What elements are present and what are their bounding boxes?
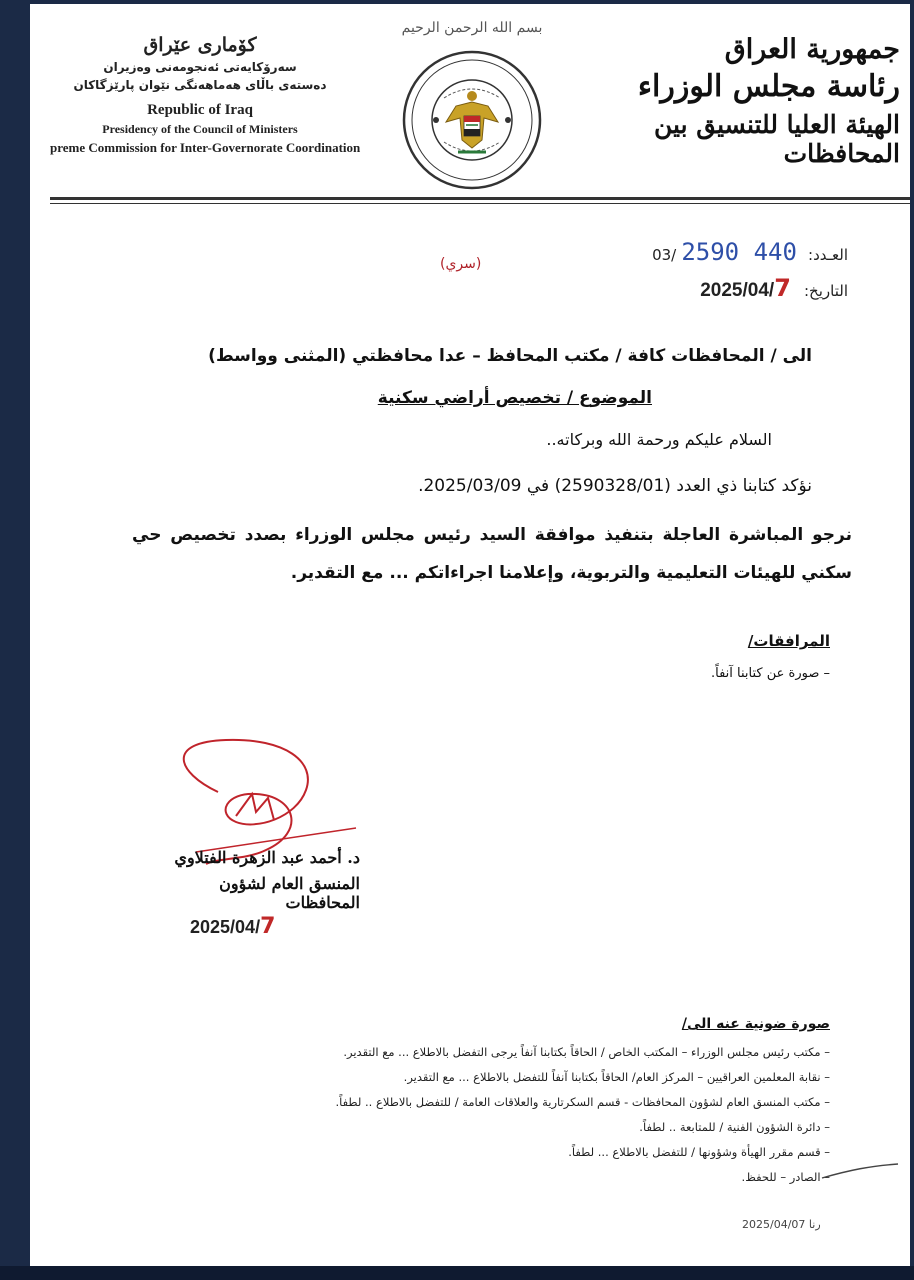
classification-stamp: (سري) bbox=[440, 256, 482, 272]
signature-date-day: 7 bbox=[260, 914, 276, 939]
arabic-line-2: رئاسة مجلس الوزراء bbox=[637, 69, 900, 104]
request-paragraph: نرجو المباشرة العاجلة بتنفيذ موافقة السيد رئيس مجلس الوزراء بصدد تخصيص حي سكني للهيئات التعليمية والتربوية، وإعلامنا اجراءاتكم ... مع التقدير. bbox=[132, 525, 852, 583]
document-page bbox=[30, 4, 910, 1268]
greeting: السلام عليكم ورحمة الله وبركاته.. bbox=[546, 430, 772, 449]
kurdish-line-1: سەرۆکایەتی ئەنجومەنی وەزیران bbox=[103, 60, 297, 74]
header-rule bbox=[50, 197, 910, 200]
cc-item: – قسم مقرر الهيأة وشؤونها / للتفضل بالاطلاع ... لطفاً. bbox=[568, 1145, 830, 1159]
kurdish-title: كۆماری عێراق bbox=[143, 34, 257, 56]
signatory-title: المنسق العام لشؤون المحافظات bbox=[219, 874, 360, 912]
basmala: بسم الله الرحمن الرحيم bbox=[401, 20, 543, 36]
attachments-label: المرافقات/ bbox=[747, 632, 830, 650]
footer-note: رنا 2025/04/07 bbox=[742, 1218, 821, 1231]
cc-heading: صورة ضونية عنه الى/ bbox=[681, 1016, 830, 1032]
pen-stroke-icon bbox=[820, 1162, 900, 1182]
cc-list bbox=[180, 1040, 830, 1190]
date-day: 7 bbox=[774, 274, 791, 302]
cc-item: – دائرة الشؤون الفنية / للمتابعة .. لطفاً. bbox=[639, 1120, 830, 1134]
state-seal-icon bbox=[400, 48, 544, 192]
signatory-name: د. أحمد عبد الزهرة الفتلاوي bbox=[174, 848, 360, 867]
signature-date bbox=[190, 914, 275, 939]
date-label: التاريخ: bbox=[804, 282, 848, 300]
number-handwritten: 2590 440 bbox=[681, 238, 797, 266]
confirmation-paragraph: نؤكد كتابنا ذي العدد (2590328/01) في 2025/03/09. bbox=[418, 476, 812, 496]
subject-line: الموضوع / تخصيص أراضي سكنية bbox=[377, 388, 652, 408]
arabic-line-3: الهيئة العليا للتنسيق بين المحافظات bbox=[654, 110, 900, 168]
document-date bbox=[700, 274, 848, 302]
cc-item: – الصادر – للحفظ. bbox=[741, 1170, 830, 1184]
kurdish-line-2: دەستەی باڵای هەماهەنگی نێوان پارێزگاکان bbox=[73, 78, 327, 92]
english-line-3: preme Commission for Inter-Governorate Coordination bbox=[50, 140, 361, 155]
date-printed: 2025/04/ bbox=[700, 280, 775, 301]
cc-item: – مكتب المنسق العام لشؤون المحافظات - قسم السكرتارية والعلاقات العامة / للتفضل بالاطلاع .. لطفاً. bbox=[335, 1095, 830, 1109]
english-line-1: Republic of Iraq bbox=[147, 102, 253, 118]
header-right bbox=[610, 34, 900, 168]
number-prefix: 03/ bbox=[652, 246, 677, 264]
signature-date-printed: 2025/04/ bbox=[190, 917, 261, 937]
header-rule-thin bbox=[50, 203, 910, 204]
arabic-line-1: جمهورية العراق bbox=[724, 34, 900, 65]
recipient-line: الى / المحافظات كافة / مكتب المحافظ – عدا محافظتي (المثنى وواسط) bbox=[208, 346, 812, 366]
english-line-2: Presidency of the Council of Ministers bbox=[102, 122, 298, 136]
cc-item: – مكتب رئيس مجلس الوزراء – المكتب الخاص / الحاقاً بكتابنا آنفاً يرجى التفضل بالاطلاع ... مع التقدير. bbox=[343, 1045, 830, 1059]
header-left bbox=[50, 34, 361, 156]
reference-number bbox=[652, 238, 848, 266]
cc-item: – نقابة المعلمين العراقيين – المركز العام/ الحاقاً بكتابنا آنفاً للتفضل بالاطلاع ... مع التقدير. bbox=[403, 1070, 830, 1084]
number-label: العـدد: bbox=[808, 246, 848, 264]
backdrop-strip bbox=[0, 1266, 914, 1280]
attachment-item: – صورة عن كتابنا آنفاً. bbox=[711, 666, 830, 681]
